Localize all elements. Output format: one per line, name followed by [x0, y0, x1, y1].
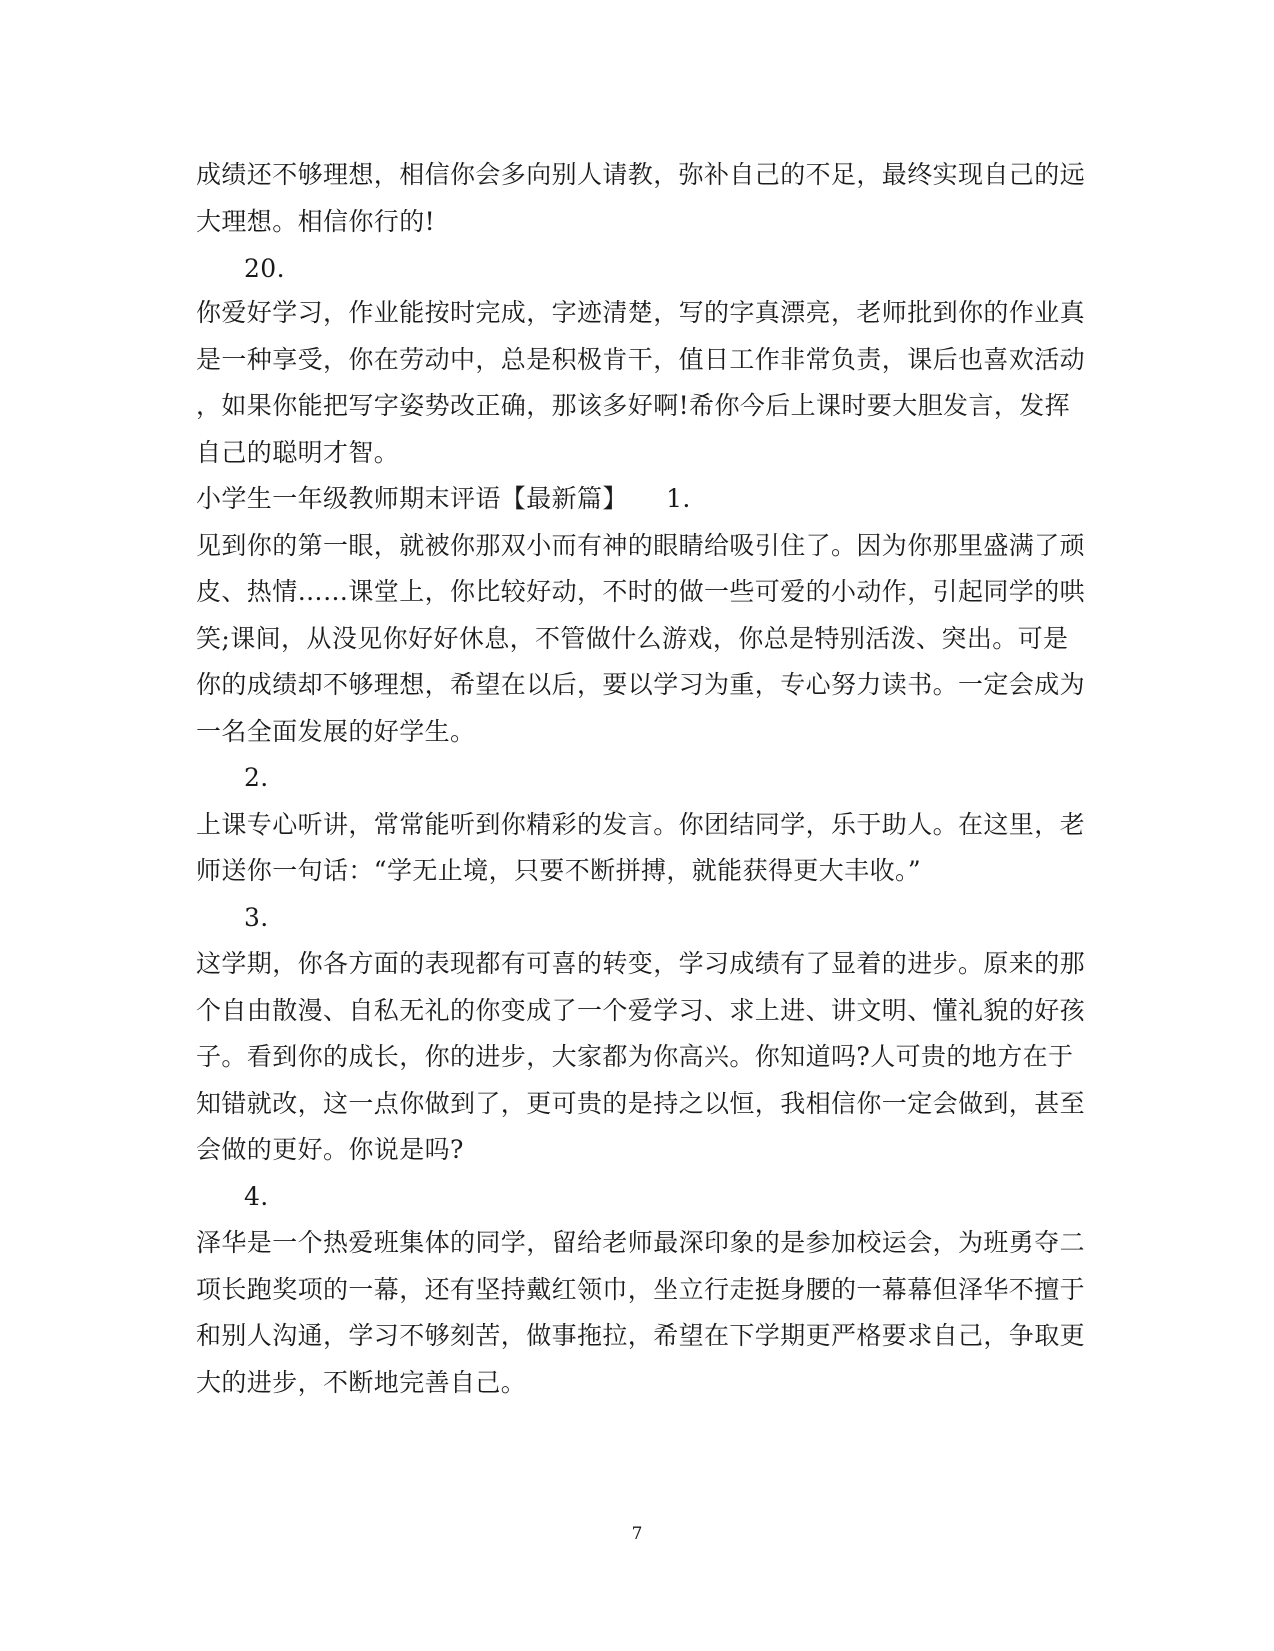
text-line: 是一种享受，你在劳动中，总是积极肯干，值日工作非常负责，课后也喜欢活动 [196, 345, 1086, 374]
section-heading: 小学生一年级教师期末评语【最新篇】 1. [196, 484, 691, 513]
text-line: 皮、热情……课堂上，你比较好动，不时的做一些可爱的小动作，引起同学的哄 [196, 577, 1086, 606]
text-line: ，如果你能把写字姿势改正确，那该多好啊!希你今后上课时要大胆发言，发挥 [196, 391, 1071, 420]
page-number: 7 [631, 1524, 643, 1544]
item-number: 2. [244, 763, 269, 792]
text-line: 成绩还不够理想，相信你会多向别人请教，弥补自己的不足，最终实现自己的远 [196, 160, 1086, 189]
text-line: 大理想。相信你行的! [196, 207, 436, 236]
text-line: 泽华是一个热爱班集体的同学，留给老师最深印象的是参加校运会，为班勇夺二 [196, 1228, 1086, 1257]
text-line: 项长跑奖项的一幕，还有坚持戴红领巾，坐立行走挺身腰的一幕幕但泽华不擅于 [196, 1275, 1086, 1304]
text-line: 知错就改，这一点你做到了，更可贵的是持之以恒，我相信你一定会做到，甚至 [196, 1089, 1086, 1118]
text-line: 你的成绩却不够理想，希望在以后，要以学习为重，专心努力读书。一定会成为 [196, 670, 1086, 699]
text-line: 大的进步，不断地完善自己。 [196, 1368, 527, 1397]
item-number: 20. [244, 254, 285, 283]
text-line: 个自由散漫、自私无礼的你变成了一个爱学习、求上进、讲文明、懂礼貌的好孩 [196, 996, 1086, 1025]
text-line: 师送你一句话：“学无止境，只要不断拼搏，就能获得更大丰收。” [196, 856, 922, 885]
text-line: 和别人沟通，学习不够刻苦，做事拖拉，希望在下学期更严格要求自己，争取更 [196, 1321, 1086, 1350]
text-line: 会做的更好。你说是吗? [196, 1135, 464, 1164]
item-number: 3. [244, 903, 269, 932]
text-line: 见到你的第一眼，就被你那双小而有神的眼睛给吸引住了。因为你那里盛满了顽 [196, 531, 1086, 560]
text-line: 子。看到你的成长，你的进步，大家都为你高兴。你知道吗?人可贵的地方在于 [196, 1042, 1074, 1071]
text-line: 自己的聪明才智。 [196, 438, 400, 467]
text-line: 上课专心听讲，常常能听到你精彩的发言。你团结同学，乐于助人。在这里，老 [196, 810, 1086, 839]
item-number: 4. [244, 1182, 269, 1211]
text-line: 这学期，你各方面的表现都有可喜的转变，学习成绩有了显着的进步。原来的那 [196, 949, 1086, 978]
text-line: 笑;课间，从没见你好好休息，不管做什么游戏，你总是特别活泼、突出。可是 [196, 624, 1069, 653]
text-line: 一名全面发展的好学生。 [196, 717, 476, 746]
text-line: 你爱好学习，作业能按时完成，字迹清楚，写的字真漂亮，老师批到你的作业真 [196, 298, 1086, 327]
